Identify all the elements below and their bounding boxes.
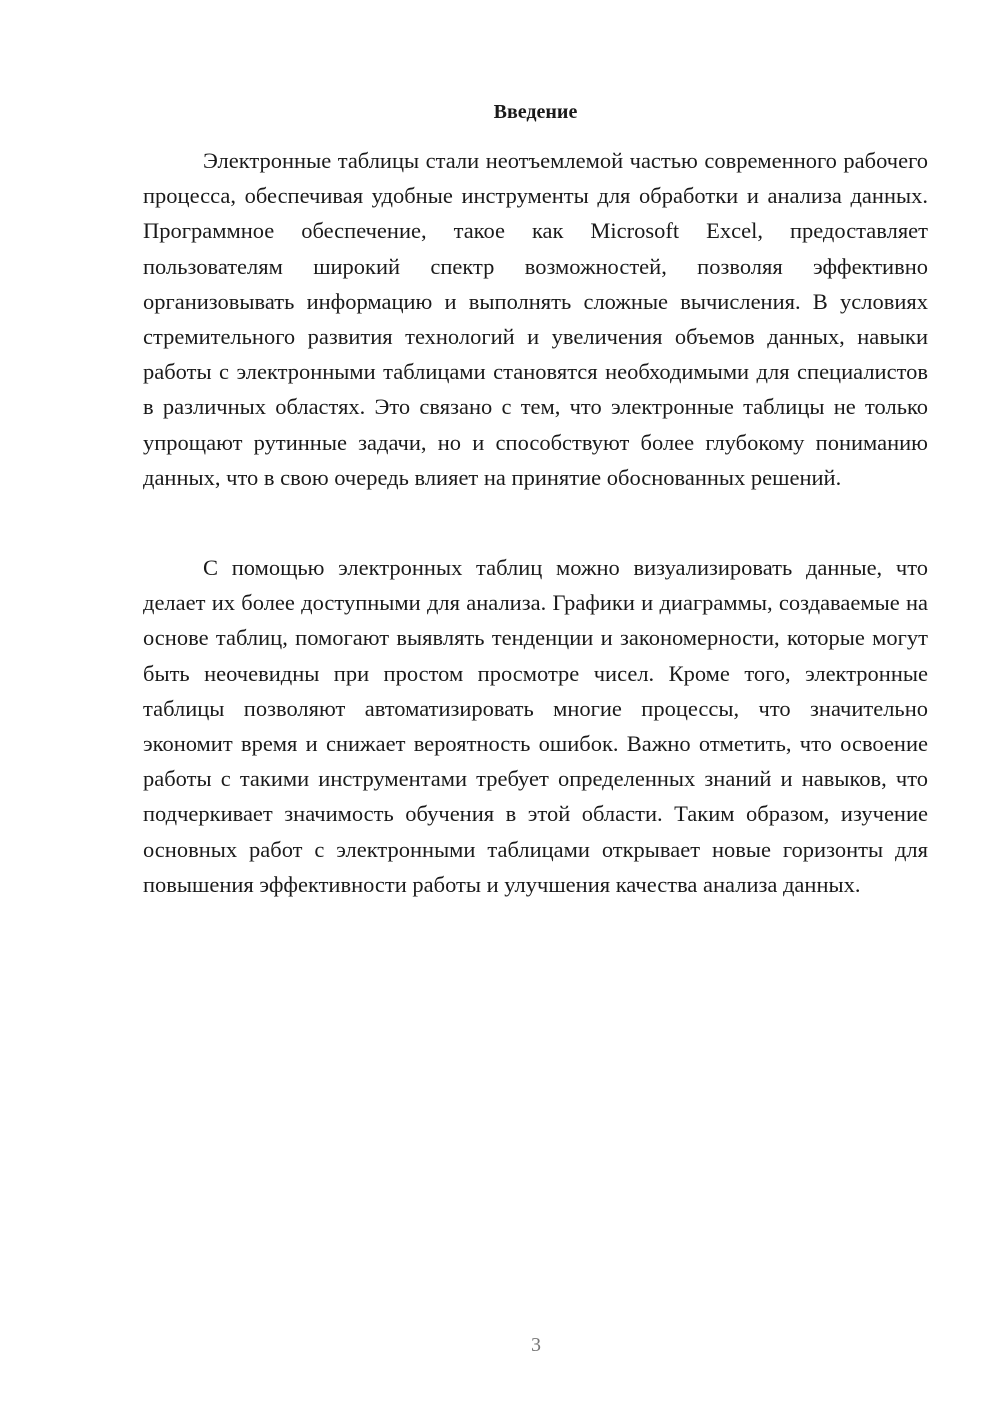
paragraph-1: Электронные таблицы стали неотъемлемой частью современного рабочего процесса, обеспечивая удобные инструменты для обработки и анализа данных. Программное обеспечение, такое как Microsoft Excel, предоставляет пользователям широкий спектр возможностей, позволяя эффективно организовывать информацию и выполнять сложные вычисления. В условиях стремительного развития технологий и увеличения объемов данных, навыки работы с электронными таблицами становятся необходимыми для специалистов в различных областях. Это связано с тем, что электронные таблицы не только упрощают рутинные задачи, но и способствуют более глубокому пониманию данных, что в свою очередь влияет на принятие обоснованных решений.	[143, 148, 928, 490]
paragraph-block-1	[143, 143, 928, 495]
paragraph-block-2	[143, 550, 928, 902]
page-number: 3	[531, 1334, 541, 1356]
paragraph-2: С помощью электронных таблиц можно визуализировать данные, что делает их более доступными для анализа. Графики и диаграммы, создаваемые на основе таблиц, помогают выявлять тенденции и закономерности, которые могут быть неочевидны при простом просмотре чисел. Кроме того, электронные таблицы позволяют автоматизировать многие процессы, что значительно экономит время и снижает вероятность ошибок. Важно отметить, что освоение работы с такими инструментами требует определенных знаний и навыков, что подчеркивает значимость обучения в этой области. Таким образом, изучение основных работ с электронными таблицами открывает новые горизонты для повышения эффективности работы и улучшения качества анализа данных.	[143, 555, 928, 897]
page-title: Введение	[493, 101, 578, 123]
